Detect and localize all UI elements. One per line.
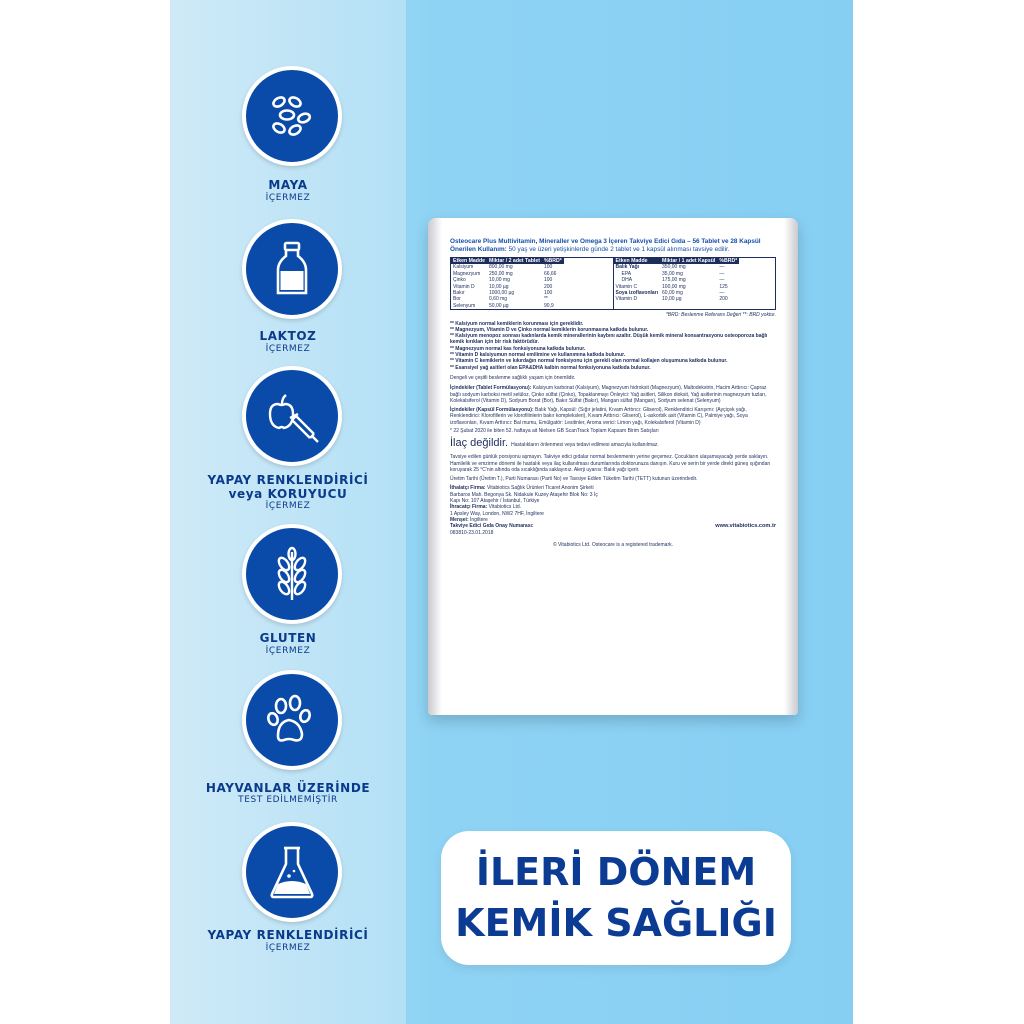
headline-card	[441, 831, 791, 965]
badge-sub: İÇERMEZ	[265, 501, 311, 511]
claim: ** Magnezyum normal kas fonksiyonuna katkıda bulunur.	[450, 345, 586, 352]
table-row: Selenyum 50,00 µg 90,9	[453, 302, 554, 309]
not-medicine: İlaç değildir. Hastalıkların önlenmesi veya tedavi edilmesi amacıyla kullanılmaz.	[450, 437, 659, 450]
headline-line-2: KEMİK SAĞLIĞI	[455, 901, 777, 945]
ingredients-tablet: İçindekiler (Tablet Formülasyonu): Kalsiyum karbonat (Kalsiyum), Magnezyum hidroksit (Magnezyum), Maltodekstrin, Hacim Arttırıcı: Çapraz bağlı sodyum karboksi metil selüloz, Çinko sülfat (Çinko), Topaklanmayı Önleyici: Yağ asitleri, Silikon dioksit, Yağ asitlerinin magnezyum tuzları, Kolekalsiferol (Vitamin D), Sodyum Borat (Bor), Bakır Sülfat (Bakır), Mangan sülfat (Mangan), Sodyum selenat (Selenyum)	[450, 385, 767, 404]
copyright: © Vitabiotics Ltd. Osteocare is a registered trademark.	[552, 541, 674, 548]
badge-title: GLUTEN	[259, 631, 317, 645]
milk-bottle-icon	[242, 219, 342, 319]
table-row: Bor 0,60 mg **	[453, 296, 548, 303]
product-box-back	[428, 218, 798, 715]
claim: ** Vitamin C kemiklerin ve kıkırdağın normal fonksiyonu için gerekli olan normal kollajen oluşumuna katkıda bulunur.	[450, 358, 728, 365]
badge-sub: İÇERMEZ	[265, 344, 311, 354]
claim: ** Vitamin D kalsiyumun normal emilimine ve kullanımına katkıda bulunur.	[450, 352, 626, 359]
table-row: Kalsiyum 800,00 mg 100	[453, 264, 553, 271]
claim: ** Kalsiyum menopoz sonrası kadınlarda kemik minerallerinin kaybını azaltır. Düşük kemik mineral konsantrasyonu osteoporoza bağlı kemik kırıkları için bir risk faktörüdür.	[450, 333, 768, 346]
tablet-table: Etken Madde Miktar / 2 adet Tablet %BRD* Kalsiyum 800,00 mg 100 Magnezyum 250,00 mg 66,66 Çinko 10,00 mg 100 Vitamin D 10,00 µg 200 Bakır 1000,00 µg 100 Bor 0,60 mg ** Selenyum 50,00 µg 90,9	[453, 258, 562, 309]
table-row: EPA 35,00 mg —	[621, 270, 725, 277]
table-row: Çinko 10,00 mg 100	[453, 277, 553, 284]
table-row: Bakır 1000,00 µg 100	[453, 290, 553, 297]
badge-sub: İÇERMEZ	[265, 943, 311, 953]
flask-icon	[242, 822, 342, 922]
badge-sub: İÇERMEZ	[265, 193, 311, 203]
table-row: Soya izoflavonları 60,00 mg —	[615, 290, 725, 297]
approval: Takviye Edici Gıda Onay Numarası: www.vitabiotics.com.tr	[450, 523, 776, 530]
badge-sub: İÇERMEZ	[265, 646, 311, 656]
table-row: DHA 175,00 mg —	[621, 277, 725, 284]
brd-footnote: *BRD: Beslenme Referans Değeri **: BRD yoktur.	[665, 312, 776, 319]
yeast-icon	[242, 66, 342, 166]
headline-line-1: İLERİ DÖNEM	[475, 850, 757, 894]
badge-title: HAYVANLAR ÜZERİNDE	[205, 781, 371, 795]
table-row: Vitamin D 10,00 µg 200	[615, 296, 728, 303]
claim: ** Esansiyel yağ asitleri olan EPA&DHA kalbin normal fonksiyonuna katkıda bulunur.	[450, 364, 651, 371]
website-url: www.vitabiotics.com.tr	[715, 523, 776, 530]
paw-icon	[242, 670, 342, 770]
badge-title: MAYA	[268, 178, 308, 192]
label-panel	[450, 238, 776, 548]
badge-title: YAPAY RENKLENDİRİCİ	[207, 473, 369, 487]
importer-address-2: Kapı No: 107 Ataşehir / İstanbul, Türkiye	[450, 498, 540, 505]
nielsen-note: * 22 Şubat 2020 ile biten 52. haftaya ait Nielsen GB ScanTrack Toplam Kapsam Birim Satışları	[450, 428, 659, 434]
approval-number: 083810-23.01.2018	[450, 529, 494, 536]
exporter: İhracatçı Firma: Vitabiotics Ltd.	[450, 504, 522, 511]
importer: İthalatçı Firma: Vitabiotics Sağlık Ürünleri Ticaret Anonim Şirketi	[450, 485, 594, 492]
claim: ** Kalsiyum normal kemiklerin korunması için gereklidir.	[450, 320, 584, 327]
exporter-address: 1 Apsley Way, London, NW2 7HF, İngiltere	[450, 510, 544, 517]
nutrition-table	[450, 257, 776, 310]
table-row: Vitamin D 10,00 µg 200	[453, 283, 553, 290]
product-title: Osteocare Plus Multivitamin, Mineraller ve Omega 3 İçeren Takviye Edici Gıda – 56 Tablet ve 28 Kapsül	[450, 238, 761, 245]
warnings: Tavsiye edilen günlük porsiyonu aşmayın. Takviye edici gıdalar normal beslenmenin yerine geçemez. Çocukların ulaşamayacağı yerde saklayın. Hamilelik ve emzirme dönemi ile hastalık veya ilaç kullanılması durumlarında doktorunuza danışın. Kuru ve serin bir yerde direkt güneş ışığından koruyarak 25 °C'nin altında oda sıcaklığında saklayınız. Alerji uyarısı: Balık yağı içerir.	[450, 454, 771, 473]
diet-note: Dengeli ve çeşitli beslenme sağlıklı yaşam için önemlidir.	[450, 374, 576, 381]
table-row: Magnezyum 250,00 mg 66,66	[453, 270, 557, 277]
apple-syringe-icon	[242, 366, 342, 466]
claim: ** Magnezyum, Vitamin D ve Çinko normal kemiklerin korunmasına katkıda bulunur.	[450, 326, 649, 333]
badge-sub: TEST EDİLMEMİŞTİR	[238, 795, 338, 805]
table-row: Balık Yağı 350,00 mg —	[615, 264, 725, 271]
table-row: Vitamin C 100,00 mg 125	[615, 283, 728, 290]
importer-address: Barbaros Mah. Begonya Sk. Nidakule Kuzey Ataşehir Blok No: 3 İç	[450, 491, 598, 498]
capsule-table: Etken Madde Miktar / 1 adet Kapsül %BRD* Balık Yağı 350,00 mg — EPA 35,00 mg — DHA 175,00 mg — Vitamin C 100,00 mg 125 Soya izoflavonları 60,00 mg — Vitamin D 10,00 µg 200	[615, 258, 738, 303]
usage: Önerilen Kullanım: 50 yaş ve üzeri yetişkinlerde günde 2 tablet ve 1 kapsül alınması tavsiye edilir.	[450, 246, 730, 253]
badge-title: YAPAY RENKLENDİRİCİ	[207, 928, 369, 942]
badge-title: LAKTOZ	[259, 329, 317, 343]
dates-note: Üretim Tarihi (Üretim T.), Parti Numarası (Parti No) ve Tavsiye Edilen Tüketim Tarihi (TETT) kutunun üzerindedir.	[450, 476, 698, 483]
badge-title-2: veya KORUYUCU	[228, 487, 348, 501]
origin: Menşei: İngiltere	[450, 516, 488, 523]
ingredients-capsule: İçindekiler (Kapsül Formülasyonu): Balık Yağı, Kapsül: (Sığır jelatini, Kıvam Arttırıcı: Gliserol), Renklendirici Karışımı: (Ayçiçek yağı, Renklendirici: Klorofillerin ve klorofilinlerin bakır kompleksleri), Kıvam Arttırıcı: Gliserol), L-askorbik asit (Vitamin C), Palmiye yağı, Soya izoflavonları, Kıvam Arttırıcı: Bal mumu, Emülgatör: Lesitinler, Aroma verici: Limon yağı, Kolekalsiferol (Vitamin D)	[450, 407, 748, 426]
wheat-icon	[242, 524, 342, 624]
